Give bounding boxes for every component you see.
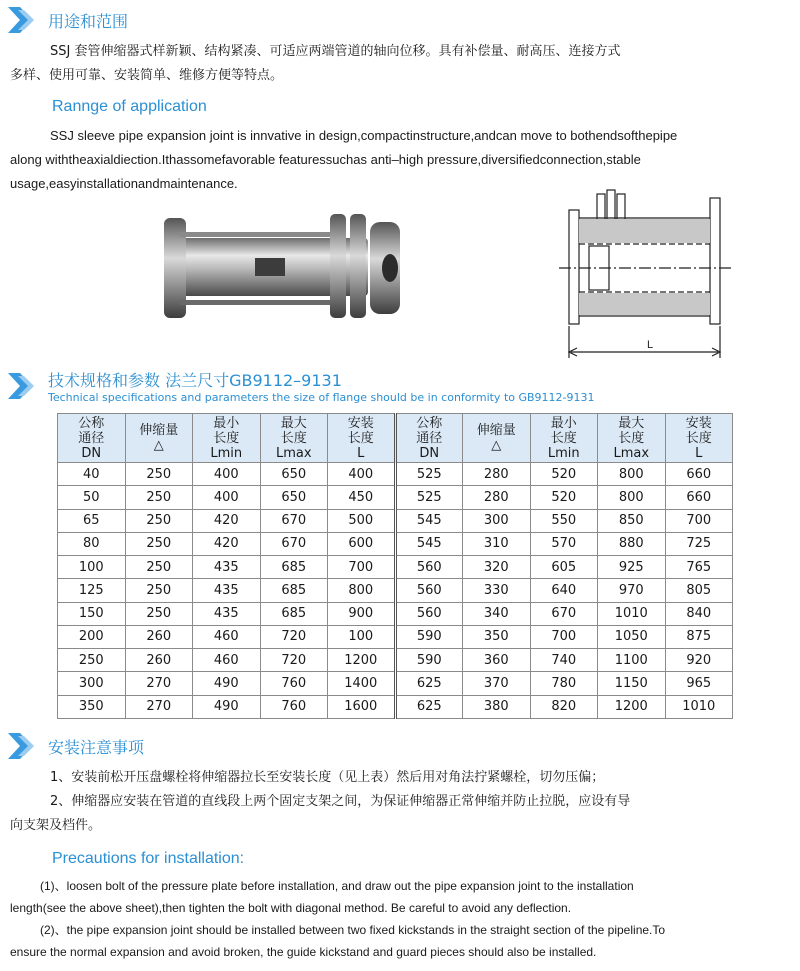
table-row <box>58 695 733 718</box>
header-text: 长度 <box>550 430 577 446</box>
table-cell: 1200 <box>328 649 396 672</box>
table-row <box>58 649 733 672</box>
table-cell: 525 <box>395 486 463 509</box>
table-cell: 460 <box>193 649 261 672</box>
table-cell: 685 <box>260 579 328 602</box>
table-cell: 1200 <box>598 695 666 718</box>
table-cell: 685 <box>260 602 328 625</box>
table-cell: 520 <box>530 463 598 486</box>
table-cell: 625 <box>395 695 463 718</box>
table-cell: 545 <box>395 532 463 555</box>
table-cell: 65 <box>58 509 126 532</box>
application-description <box>10 40 790 88</box>
header-text: 通径 <box>416 430 443 446</box>
table-cell: 150 <box>58 602 126 625</box>
table-cell: 700 <box>530 625 598 648</box>
table-cell: 525 <box>395 463 463 486</box>
section-installation-title: 安装注意事项 <box>48 737 145 757</box>
chevron-right-icon <box>8 733 40 759</box>
header-text: 长度 <box>280 430 307 446</box>
table-cell: 250 <box>125 463 193 486</box>
header-col-expansion <box>463 414 531 463</box>
table-cell: 1010 <box>665 695 733 718</box>
table-cell: 760 <box>260 672 328 695</box>
table-cell: 625 <box>395 672 463 695</box>
header-text: 伸缩量 <box>476 423 516 438</box>
table-cell: 740 <box>530 649 598 672</box>
table-cell: 685 <box>260 556 328 579</box>
table-cell: 875 <box>665 625 733 648</box>
chevron-right-icon <box>8 373 40 399</box>
section-application-title: 用途和范围 <box>48 11 129 31</box>
table-cell: 420 <box>193 509 261 532</box>
table-cell: 40 <box>58 463 126 486</box>
table-cell: 370 <box>463 672 531 695</box>
header-text: L <box>695 445 703 461</box>
table-cell: 560 <box>395 602 463 625</box>
table-cell: 1600 <box>328 695 396 718</box>
table-cell: 260 <box>125 649 193 672</box>
table-cell: 420 <box>193 532 261 555</box>
product-photo <box>160 208 410 328</box>
table-cell: 800 <box>598 486 666 509</box>
table-row <box>58 579 733 602</box>
header-text: 最大 <box>618 415 645 431</box>
chevron-right-icon <box>8 7 40 33</box>
section-specs-subtitle: Technical specifications and parameters the size of flange should be in conformity to GB9112-9131 <box>48 391 595 404</box>
table-cell: 800 <box>598 463 666 486</box>
table-cell: 80 <box>58 532 126 555</box>
table-cell: 340 <box>463 602 531 625</box>
header-text: 公称 <box>78 415 105 431</box>
table-cell: 350 <box>58 695 126 718</box>
header-text: 安装 <box>685 415 712 431</box>
table-cell: 880 <box>598 532 666 555</box>
table-cell: 550 <box>530 509 598 532</box>
table-cell: 760 <box>260 695 328 718</box>
installation-en-item2-line1: (2)、the pipe expansion joint should be installed between two fixed kickstands in the straight section of the pipeline.To <box>40 923 666 937</box>
table-cell: 435 <box>193 579 261 602</box>
table-cell: 400 <box>193 486 261 509</box>
table-cell: 1050 <box>598 625 666 648</box>
table-cell: 670 <box>260 532 328 555</box>
table-cell: 270 <box>125 672 193 695</box>
header-col-lmin <box>193 414 261 463</box>
table-cell: 670 <box>530 602 598 625</box>
installation-en-items <box>10 875 794 963</box>
table-cell: 560 <box>395 556 463 579</box>
table-cell: 330 <box>463 579 531 602</box>
table-cell: 350 <box>463 625 531 648</box>
table-cell: 435 <box>193 602 261 625</box>
table-cell: 850 <box>598 509 666 532</box>
table-row <box>58 486 733 509</box>
header-text: △ <box>491 438 502 453</box>
table-cell: 700 <box>665 509 733 532</box>
table-cell: 50 <box>58 486 126 509</box>
table-cell: 900 <box>328 602 396 625</box>
section-installation-header <box>8 733 144 759</box>
table-cell: 650 <box>260 486 328 509</box>
table-cell: 250 <box>125 532 193 555</box>
installation-item-2-line1: 2、伸缩器应安装在管道的直线段上两个固定支架之间，为保证伸缩器正常伸缩并防止拉脱，应设有导 <box>50 794 631 809</box>
table-cell: 725 <box>665 532 733 555</box>
header-col-install-length <box>665 414 733 463</box>
header-text: 最大 <box>280 415 307 431</box>
installation-en-item1-line1: (1)、loosen bolt of the pressure plate before installation, and draw out the pipe expansion joint to the installation <box>40 879 634 893</box>
table-cell: 200 <box>58 625 126 648</box>
header-text: 长度 <box>618 430 645 446</box>
table-cell: 570 <box>530 532 598 555</box>
header-text: Lmin <box>547 445 580 461</box>
table-cell: 590 <box>395 625 463 648</box>
header-text: 通径 <box>78 430 105 446</box>
table-cell: 800 <box>328 579 396 602</box>
table-row <box>58 672 733 695</box>
section-specs-title: 技术规格和参数 法兰尺寸GB9112–9131 <box>48 371 342 390</box>
header-col-install-length <box>328 414 396 463</box>
header-text: DN <box>81 445 102 461</box>
table-cell: 640 <box>530 579 598 602</box>
table-cell: 400 <box>328 463 396 486</box>
application-desc-line2: 多样、使用可靠、安装简单、维修方便等特点。 <box>10 68 284 83</box>
table-cell: 435 <box>193 556 261 579</box>
table-cell: 700 <box>328 556 396 579</box>
table-cell: 500 <box>328 509 396 532</box>
table-cell: 260 <box>125 625 193 648</box>
header-text: 长度 <box>347 430 374 446</box>
installation-items <box>10 766 790 838</box>
spec-table-header-row <box>58 414 733 463</box>
table-row <box>58 509 733 532</box>
spec-table <box>57 413 733 719</box>
table-cell: 1150 <box>598 672 666 695</box>
table-cell: 280 <box>463 486 531 509</box>
header-col-lmin <box>530 414 598 463</box>
table-cell: 970 <box>598 579 666 602</box>
table-cell: 250 <box>58 649 126 672</box>
header-text: DN <box>419 445 440 461</box>
table-cell: 820 <box>530 695 598 718</box>
application-en-line3: usage,easyinstallationandmaintenance. <box>10 176 238 191</box>
technical-drawing <box>555 186 735 361</box>
table-cell: 280 <box>463 463 531 486</box>
header-text: 最小 <box>213 415 240 431</box>
header-col-lmax <box>260 414 328 463</box>
table-cell: 840 <box>665 602 733 625</box>
application-en-line2: along withtheaxialdiection.Ithassomefavorable featuressuchas anti–high pressure,diversifiedconnection,stable <box>10 152 641 167</box>
application-en-title: Rannge of application <box>52 98 207 115</box>
table-cell: 270 <box>125 695 193 718</box>
table-cell: 660 <box>665 486 733 509</box>
table-cell: 320 <box>463 556 531 579</box>
header-text: Lmin <box>210 445 243 461</box>
header-col-expansion <box>125 414 193 463</box>
table-cell: 250 <box>125 486 193 509</box>
table-cell: 920 <box>665 649 733 672</box>
table-cell: 125 <box>58 579 126 602</box>
table-cell: 310 <box>463 532 531 555</box>
table-cell: 590 <box>395 649 463 672</box>
table-row <box>58 556 733 579</box>
header-text: 最小 <box>550 415 577 431</box>
header-col-dn <box>58 414 126 463</box>
header-col-dn <box>395 414 463 463</box>
table-cell: 545 <box>395 509 463 532</box>
table-row <box>58 602 733 625</box>
table-cell: 965 <box>665 672 733 695</box>
table-cell: 380 <box>463 695 531 718</box>
table-cell: 490 <box>193 672 261 695</box>
section-specs-header <box>8 368 595 404</box>
installation-en-title: Precautions for installation: <box>52 850 245 867</box>
table-cell: 400 <box>193 463 261 486</box>
table-cell: 925 <box>598 556 666 579</box>
table-cell: 605 <box>530 556 598 579</box>
installation-en-item2-line2: ensure the normal expansion and avoid broken, the guide kickstand and guard pieces should also be installed. <box>10 945 597 959</box>
table-cell: 780 <box>530 672 598 695</box>
table-cell: 460 <box>193 625 261 648</box>
table-cell: 360 <box>463 649 531 672</box>
table-cell: 1100 <box>598 649 666 672</box>
header-col-lmax <box>598 414 666 463</box>
header-text: 安装 <box>347 415 374 431</box>
table-cell: 600 <box>328 532 396 555</box>
application-en-line1: SSJ sleeve pipe expansion joint is innvative in design,compactinstructure,andcan move to bothendsofthepipe <box>50 128 678 143</box>
header-text: 长度 <box>213 430 240 446</box>
table-cell: 300 <box>58 672 126 695</box>
header-text: 公称 <box>416 415 443 431</box>
section-application-header <box>8 7 128 33</box>
table-cell: 650 <box>260 463 328 486</box>
header-text: L <box>357 445 365 461</box>
table-cell: 1010 <box>598 602 666 625</box>
installation-en-item1-line2: length(see the above sheet),then tighten the bolt with diagonal method. Be careful to avoid any deflection. <box>10 901 572 915</box>
header-text: 长度 <box>685 430 712 446</box>
table-cell: 450 <box>328 486 396 509</box>
table-cell: 560 <box>395 579 463 602</box>
table-row <box>58 463 733 486</box>
header-text: Lmax <box>275 445 312 461</box>
table-cell: 720 <box>260 625 328 648</box>
installation-item-2-line2: 向支架及档件。 <box>10 818 102 833</box>
table-cell: 250 <box>125 579 193 602</box>
table-cell: 660 <box>665 463 733 486</box>
header-text: △ <box>153 438 164 453</box>
table-cell: 250 <box>125 509 193 532</box>
table-cell: 300 <box>463 509 531 532</box>
table-cell: 670 <box>260 509 328 532</box>
table-cell: 250 <box>125 556 193 579</box>
table-row <box>58 625 733 648</box>
drawing-length-label: L <box>647 339 654 351</box>
table-cell: 100 <box>58 556 126 579</box>
header-text: Lmax <box>613 445 650 461</box>
table-cell: 765 <box>665 556 733 579</box>
table-cell: 720 <box>260 649 328 672</box>
table-cell: 100 <box>328 625 396 648</box>
installation-item-1: 1、安装前松开压盘螺栓将伸缩器拉长至安装长度（见上表）然后用对角法拧紧螺栓，切勿压偏； <box>50 770 605 785</box>
header-text: 伸缩量 <box>139 423 179 438</box>
table-row <box>58 532 733 555</box>
table-cell: 520 <box>530 486 598 509</box>
table-cell: 490 <box>193 695 261 718</box>
table-cell: 1400 <box>328 672 396 695</box>
table-cell: 805 <box>665 579 733 602</box>
table-cell: 250 <box>125 602 193 625</box>
application-desc-line1: SSJ 套管伸缩器式样新颖、结构紧凑、可适应两端管道的轴向位移。具有补偿量、耐高压、连接方式 <box>50 44 621 59</box>
